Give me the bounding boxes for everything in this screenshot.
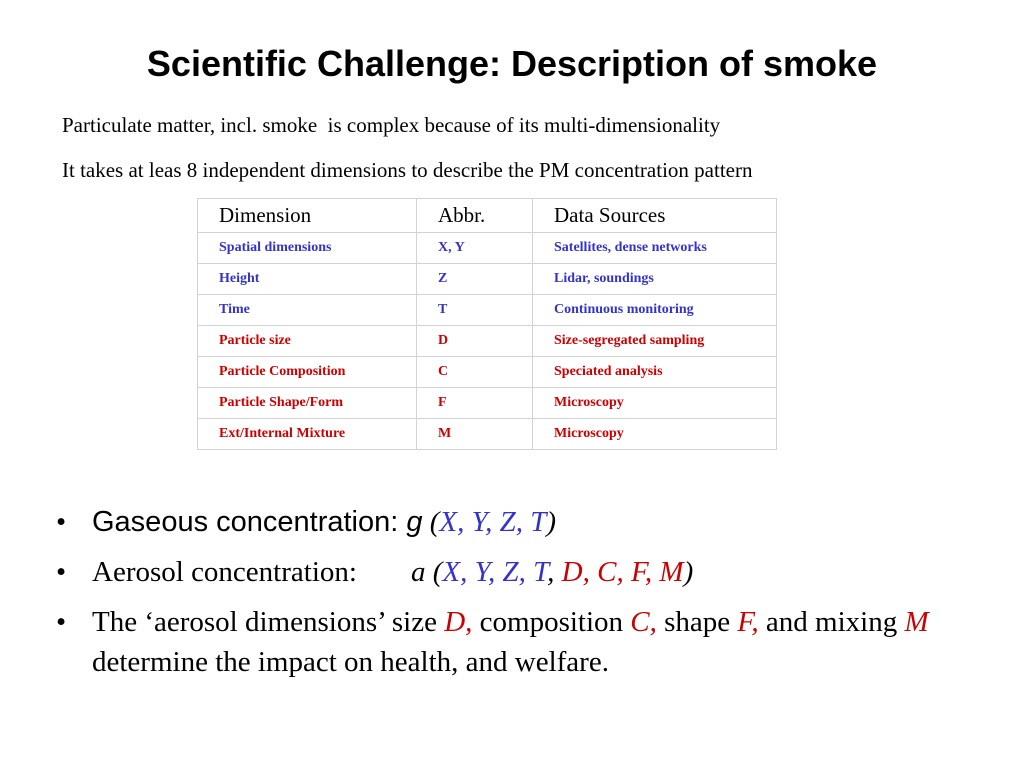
bullet-marker: • — [56, 556, 67, 588]
cell-data-sources: Satellites, dense networks — [533, 233, 777, 264]
cell-data-sources: Microscopy — [533, 388, 777, 419]
cell-dimension: Spatial dimensions — [198, 233, 417, 264]
table-row — [198, 295, 777, 326]
cell-data-sources: Microscopy — [533, 419, 777, 450]
cell-data-sources: Continuous monitoring — [533, 295, 777, 326]
cell-dimension: Ext/Internal Mixture — [198, 419, 417, 450]
dims-text-3: shape — [656, 606, 738, 638]
aerosol-label: Aerosol concentration: — [92, 556, 357, 588]
aerosol-comma: , — [547, 556, 555, 588]
cell-dimension: Particle Composition — [198, 357, 417, 388]
gas-label: Gaseous concentration: — [92, 506, 407, 538]
table-row — [198, 233, 777, 264]
cell-data-sources: Speciated analysis — [533, 357, 777, 388]
cell-abbr: D — [417, 326, 533, 357]
table-row — [198, 357, 777, 388]
bullet-dimensions — [56, 602, 976, 682]
header-data-sources: Data Sources — [533, 199, 777, 233]
cell-abbr: T — [417, 295, 533, 326]
dimensions-table — [197, 198, 777, 450]
cell-abbr: Z — [417, 264, 533, 295]
cell-data-sources: Lidar, soundings — [533, 264, 777, 295]
gas-close: ) — [546, 506, 557, 538]
table-row — [198, 419, 777, 450]
cell-abbr: F — [417, 388, 533, 419]
gas-vars: X, Y, Z, T — [439, 506, 547, 538]
dims-text-4: and mixing — [758, 606, 905, 638]
cell-dimension: Time — [198, 295, 417, 326]
dims-c: C, — [630, 606, 657, 638]
slide-title: Scientific Challenge: Description of smoke — [146, 43, 878, 84]
bullet-list — [56, 502, 976, 692]
bullet-gaseous — [56, 502, 976, 542]
cell-abbr: X, Y — [417, 233, 533, 264]
cell-abbr: M — [417, 419, 533, 450]
aerosol-vars-red: D, C, F, M — [554, 556, 684, 588]
header-abbr: Abbr. — [417, 199, 533, 233]
bullet-marker: • — [56, 606, 67, 638]
intro-line-1: Particulate matter, incl. smoke is complex because of its multi-dimensionality — [62, 113, 721, 137]
bullet-marker: • — [56, 506, 67, 538]
dims-d: D, — [444, 606, 473, 638]
aerosol-close: ) — [683, 556, 694, 588]
cell-dimension: Height — [198, 264, 417, 295]
header-dimension: Dimension — [198, 199, 417, 233]
gas-symbol: g — [406, 506, 423, 538]
table-row — [198, 388, 777, 419]
bullet-aerosol — [56, 552, 976, 592]
table-body — [198, 233, 777, 450]
intro-line-2: It takes at leas 8 independent dimensions to describe the PM concentration pattern — [62, 158, 753, 182]
aerosol-symbol: a — [410, 556, 426, 588]
aerosol-vars-blue: X, Y, Z, T — [442, 556, 548, 588]
dims-text-5: determine the impact on health, and welfare. — [92, 646, 609, 678]
dims-f: F, — [737, 606, 759, 638]
aerosol-open: ( — [425, 556, 443, 588]
dims-text-1: The ‘aerosol dimensions’ size — [92, 606, 445, 638]
table-header-row — [198, 199, 777, 233]
dims-text-2: composition — [472, 606, 631, 638]
cell-dimension: Particle Shape/Form — [198, 388, 417, 419]
cell-data-sources: Size-segregated sampling — [533, 326, 777, 357]
table-row — [198, 326, 777, 357]
table-row — [198, 264, 777, 295]
cell-dimension: Particle size — [198, 326, 417, 357]
gas-open: ( — [422, 506, 440, 538]
cell-abbr: C — [417, 357, 533, 388]
dims-m: M — [904, 606, 929, 638]
